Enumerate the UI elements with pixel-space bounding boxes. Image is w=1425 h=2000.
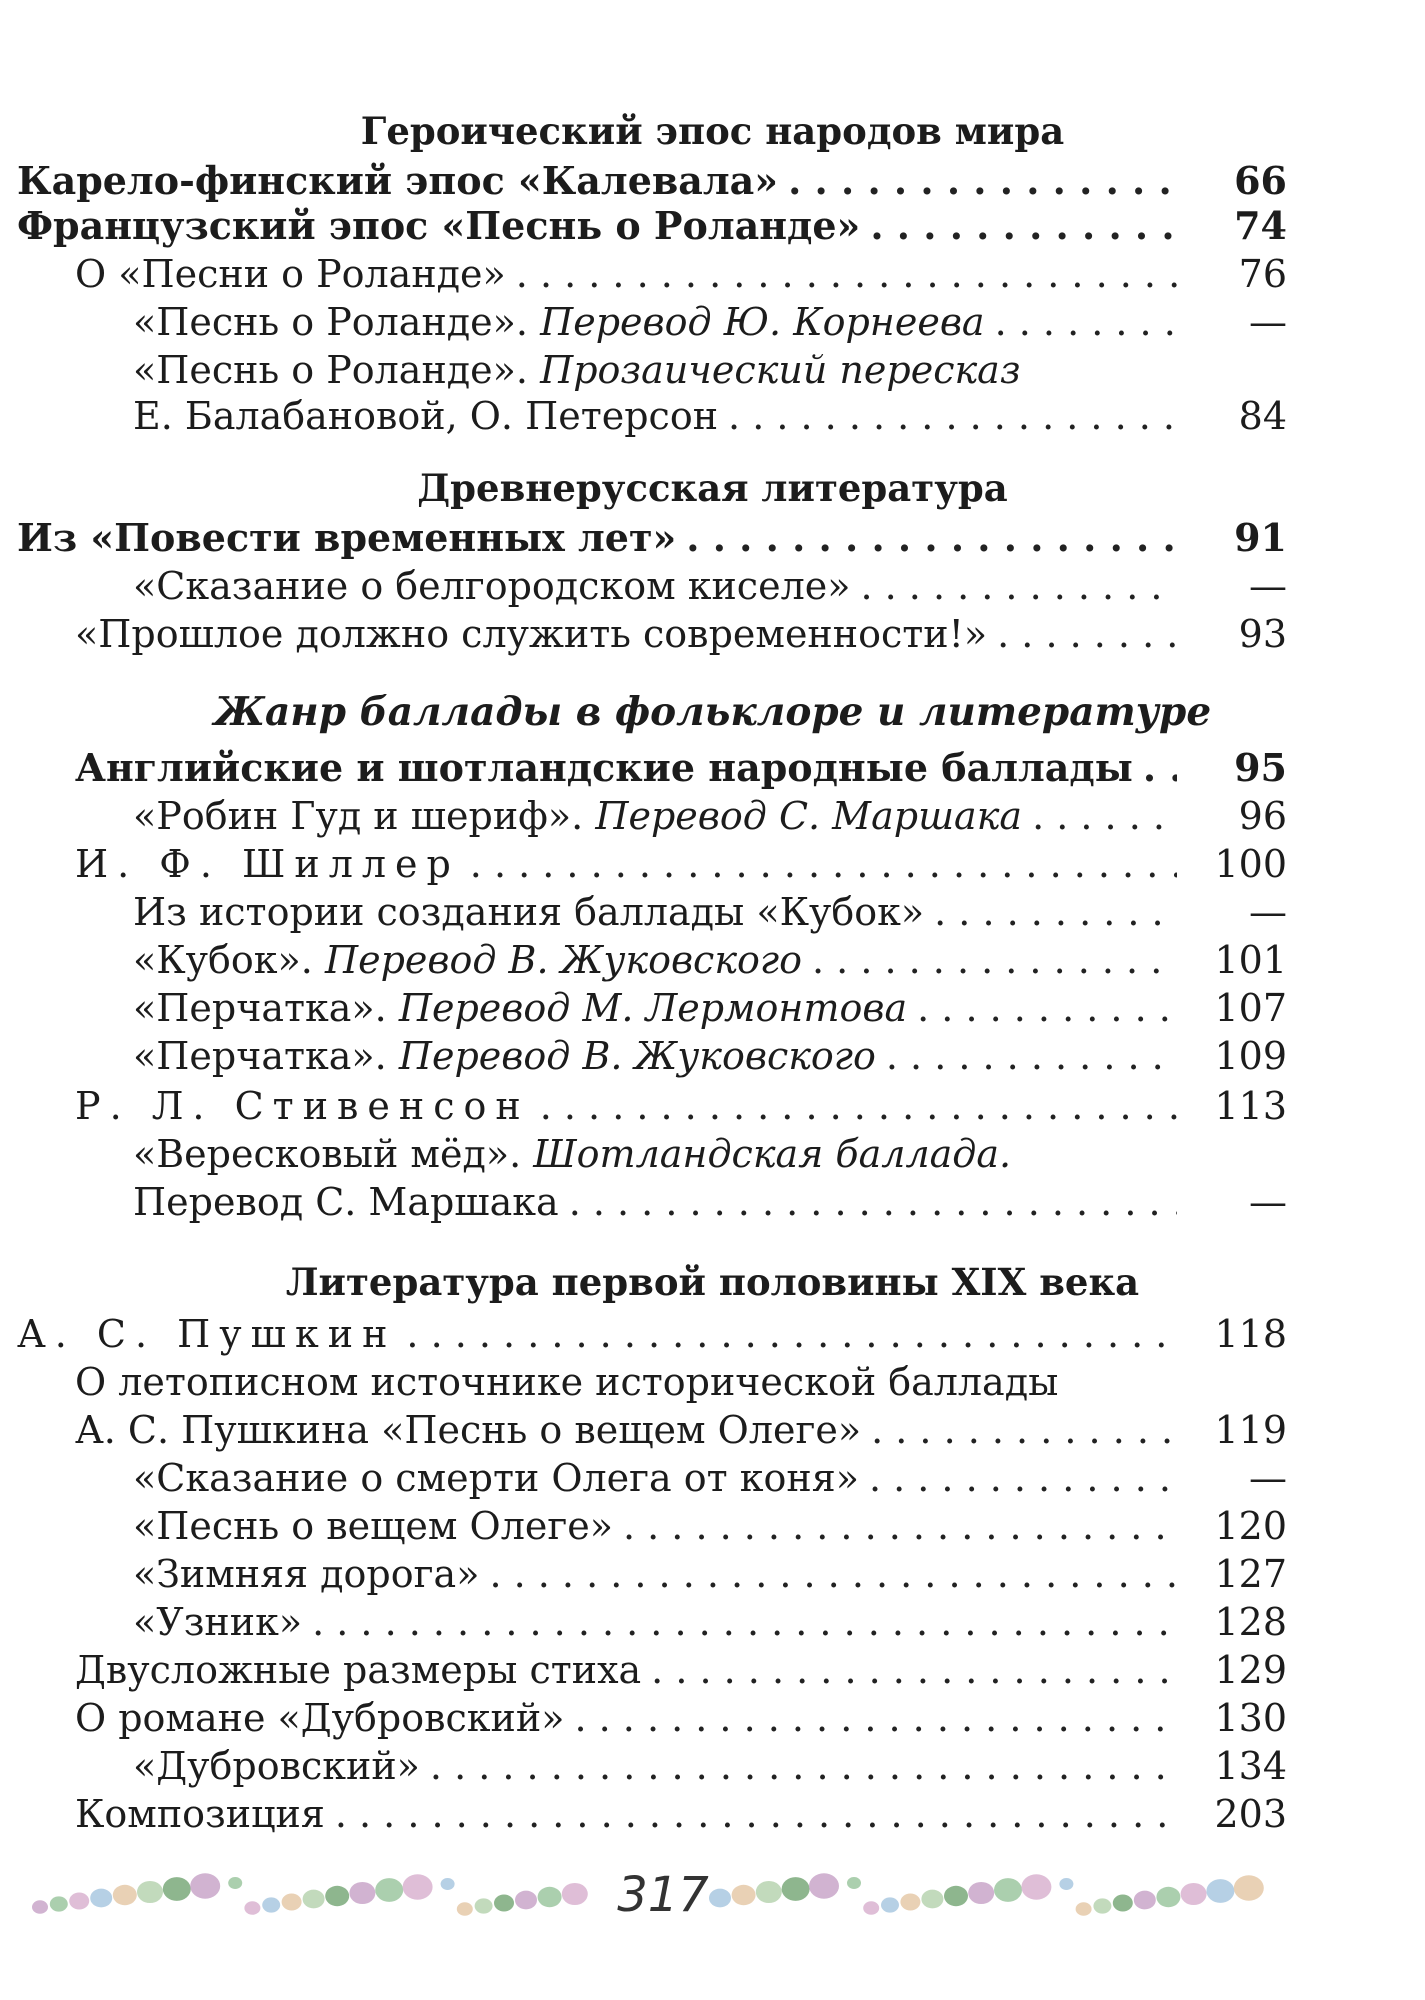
dot-leader — [812, 936, 1177, 984]
decorative-dot — [90, 1889, 112, 1908]
dot-leader — [1032, 792, 1177, 840]
decorative-dot — [1076, 1902, 1092, 1916]
decorative-dot — [1206, 1879, 1234, 1903]
dot-leader — [312, 1598, 1177, 1646]
entry-title: «Кубок». — [133, 938, 313, 982]
entry-page: 76 — [1238, 252, 1287, 296]
toc-entry[interactable] — [0, 1406, 1425, 1454]
decorative-dot — [562, 1883, 588, 1905]
entry-page: 113 — [1214, 1084, 1287, 1128]
toc-entry[interactable] — [0, 1082, 1425, 1130]
toc-entry[interactable] — [0, 346, 1425, 394]
toc-entry[interactable] — [0, 1742, 1425, 1790]
decorative-dot — [325, 1886, 349, 1906]
toc-entry[interactable] — [0, 888, 1425, 936]
decorative-dot — [1059, 1878, 1073, 1890]
toc-entry[interactable] — [0, 1790, 1425, 1838]
page-footer — [0, 1860, 1425, 1960]
dot-leader — [788, 157, 1177, 205]
decorative-dot — [50, 1896, 68, 1911]
entry-page: 95 — [1234, 745, 1287, 790]
toc-entry[interactable] — [0, 1454, 1425, 1502]
decorative-dot — [282, 1894, 302, 1911]
entry-page: 84 — [1238, 394, 1287, 438]
decorative-dot — [32, 1900, 48, 1914]
entry-page: 118 — [1214, 1312, 1287, 1356]
toc-entry[interactable] — [0, 1502, 1425, 1550]
dot-leader — [569, 1178, 1177, 1226]
entry-page: 107 — [1214, 986, 1287, 1030]
section-heading: Жанр баллады в фольклоре и литературе — [213, 689, 1212, 735]
dot-leader — [470, 840, 1177, 888]
entry-title-italic: Е. Балабановой, О. Петерсон — [133, 394, 719, 438]
decorative-dot — [881, 1897, 899, 1912]
entry-title: «Песнь о Роланде». — [133, 300, 528, 344]
decorative-dot — [262, 1897, 280, 1912]
decorative-dot — [494, 1895, 514, 1912]
entry-title: А. С. Пушкин — [17, 1312, 397, 1356]
entry-page: 127 — [1214, 1552, 1287, 1596]
decorative-dot — [441, 1878, 455, 1890]
entry-title-italic: Перевод С. Маршака — [133, 1180, 559, 1224]
entry-title-italic: Прозаический пересказ — [540, 348, 1021, 392]
dot-leader — [871, 1406, 1177, 1454]
entry-page: 96 — [1238, 794, 1287, 838]
toc-entry[interactable] — [0, 1358, 1425, 1406]
entry-page: 109 — [1214, 1034, 1287, 1078]
decorative-dot — [538, 1887, 562, 1907]
decorative-dot — [1181, 1883, 1207, 1905]
entry-title: Французский эпос «Песнь о Роланде» — [17, 203, 861, 248]
decorative-dot — [375, 1878, 403, 1902]
decorative-dot — [1234, 1875, 1264, 1901]
dot-leader — [623, 1502, 1177, 1550]
entry-title: Карело-финский эпос «Калевала» — [17, 158, 779, 203]
entry-title: «Узник» — [133, 1600, 303, 1644]
entry-title: «Сказание о белгородском киселе» — [133, 564, 851, 608]
entry-page: 101 — [1214, 938, 1287, 982]
dot-leader — [516, 250, 1177, 298]
decorative-dot — [1134, 1891, 1156, 1910]
toc-entry[interactable] — [0, 840, 1425, 888]
entry-page: 100 — [1214, 842, 1287, 886]
entry-title: «Зимняя дорога» — [133, 1552, 480, 1596]
decorative-dot — [782, 1877, 810, 1901]
toc-entry[interactable] — [0, 1032, 1425, 1080]
toc-entry[interactable] — [0, 1646, 1425, 1694]
dot-leader — [728, 392, 1177, 440]
decorative-dot — [228, 1877, 242, 1889]
entry-page: — — [1249, 1456, 1287, 1500]
decorative-dot — [457, 1902, 473, 1916]
decorative-dot — [944, 1886, 968, 1906]
entry-title: О летописном источнике исторической баллады — [75, 1360, 1059, 1404]
toc-entry[interactable] — [0, 298, 1425, 346]
decorative-dot — [515, 1891, 537, 1910]
entry-title: «Дубровский» — [133, 1744, 420, 1788]
entry-page: 130 — [1214, 1696, 1287, 1740]
decorative-dot — [475, 1898, 493, 1913]
decorative-dot — [994, 1878, 1022, 1902]
dot-leader — [406, 1310, 1177, 1358]
decorative-dot — [113, 1885, 137, 1905]
toc-entry[interactable] — [0, 936, 1425, 984]
entry-page: 134 — [1214, 1744, 1287, 1788]
toc-entry[interactable] — [0, 1694, 1425, 1742]
entry-title-italic: Перевод В. Жуковского — [324, 938, 802, 982]
dot-leader — [997, 610, 1177, 658]
decorative-dot — [968, 1882, 994, 1904]
entry-page: — — [1249, 890, 1287, 934]
entry-title: «Перчатка». — [133, 1034, 387, 1078]
toc-entry[interactable] — [0, 792, 1425, 840]
decorative-dot — [732, 1885, 756, 1905]
entry-title: «Вересковый мёд». — [133, 1132, 522, 1176]
entry-title-italic: Перевод С. Маршака — [595, 794, 1023, 838]
entry-page: 91 — [1234, 515, 1287, 560]
toc-entry[interactable] — [0, 392, 1425, 440]
toc-entry[interactable] — [0, 1550, 1425, 1598]
dot-leader — [869, 1454, 1177, 1502]
decorative-dot — [847, 1877, 861, 1889]
decorative-dot — [403, 1874, 433, 1900]
decorative-dot — [1093, 1898, 1111, 1913]
entry-title: «Прошлое должно служить современности!» — [75, 612, 988, 656]
decorative-dot — [1113, 1895, 1133, 1912]
decorative-dot — [921, 1890, 943, 1909]
entry-page: 119 — [1214, 1408, 1287, 1452]
entry-page: — — [1249, 564, 1287, 608]
entry-title-italic: Перевод Ю. Корнеева — [540, 300, 985, 344]
dot-leader — [860, 562, 1177, 610]
entry-title: О романе «Дубровский» — [75, 1696, 565, 1740]
entry-page: 203 — [1214, 1792, 1287, 1836]
dot-leader — [540, 1082, 1177, 1130]
toc-entry[interactable] — [0, 1310, 1425, 1358]
entry-title: А. С. Пушкина «Песнь о вещем Олеге» — [75, 1408, 862, 1452]
toc-entry[interactable] — [0, 984, 1425, 1032]
entry-title: Английские и шотландские народные баллады — [75, 745, 1133, 790]
decorative-dot — [756, 1881, 782, 1903]
entry-title: Р. Л. Стивенсон — [75, 1084, 530, 1128]
entry-page: 66 — [1234, 158, 1287, 203]
entry-page: 128 — [1214, 1600, 1287, 1644]
decorative-dot — [69, 1893, 89, 1910]
entry-page: — — [1249, 300, 1287, 344]
decorative-dot — [900, 1894, 920, 1911]
dot-leader — [917, 984, 1177, 1032]
toc-entry[interactable] — [0, 1178, 1425, 1226]
entry-title: «Песнь о вещем Олеге» — [133, 1504, 613, 1548]
dot-leader — [651, 1646, 1177, 1694]
entry-title-italic: Шотландская баллада. — [533, 1132, 1012, 1176]
toc-entry[interactable] — [0, 250, 1425, 298]
toc-entry[interactable] — [0, 1130, 1425, 1178]
toc-entry[interactable] — [0, 514, 1425, 562]
entry-title-italic: Перевод М. Лермонтова — [398, 986, 908, 1030]
toc-entry[interactable] — [0, 610, 1425, 658]
entry-title: «Перчатка». — [133, 986, 387, 1030]
toc-entry[interactable] — [0, 202, 1425, 250]
decorative-dot — [1021, 1874, 1051, 1900]
decorative-dot — [809, 1873, 839, 1899]
entry-title: Композиция — [75, 1792, 325, 1836]
decorative-dot — [137, 1881, 163, 1903]
section-heading: Литература первой половины XIX века — [285, 1260, 1140, 1304]
entry-title: И. Ф. Шиллер — [75, 842, 460, 886]
section-heading: Героический эпос народов мира — [360, 109, 1065, 153]
dot-leader — [430, 1742, 1177, 1790]
entry-title: Двусложные размеры стиха — [75, 1648, 642, 1692]
decorative-dot — [163, 1877, 191, 1901]
decorative-dot — [303, 1890, 325, 1909]
dot-leader — [934, 888, 1177, 936]
entry-title: Из истории создания баллады «Кубок» — [133, 890, 925, 934]
dot-leader — [335, 1790, 1177, 1838]
decorative-dot — [190, 1873, 220, 1899]
decorative-dot — [1156, 1887, 1180, 1907]
entry-page: 74 — [1234, 203, 1287, 248]
entry-title-italic: Перевод В. Жуковского — [398, 1034, 876, 1078]
decorative-dot — [863, 1901, 879, 1915]
decorative-dot — [349, 1882, 375, 1904]
entry-title: О «Песни о Роланде» — [75, 252, 506, 296]
entry-page: 120 — [1214, 1504, 1287, 1548]
toc-entry[interactable] — [0, 157, 1425, 205]
dot-leader — [995, 298, 1177, 346]
entry-title: «Робин Гуд и шериф». — [133, 794, 584, 838]
section-heading: Древнерусская литература — [417, 466, 1008, 510]
entry-page: 129 — [1214, 1648, 1287, 1692]
page-number: 317 — [617, 1867, 709, 1923]
decorative-dot — [244, 1901, 260, 1915]
dot-leader — [886, 1032, 1177, 1080]
entry-title: Из «Повести временных лет» — [17, 515, 677, 560]
toc-entry[interactable] — [0, 562, 1425, 610]
entry-page: 93 — [1238, 612, 1287, 656]
dot-leader — [870, 202, 1177, 250]
entry-page: — — [1249, 1180, 1287, 1224]
toc-entry[interactable] — [0, 744, 1425, 792]
entry-title: «Песнь о Роланде». — [133, 348, 528, 392]
entry-title: «Сказание о смерти Олега от коня» — [133, 1456, 859, 1500]
dot-leader — [489, 1550, 1177, 1598]
toc-entry[interactable] — [0, 1598, 1425, 1646]
dot-leader — [574, 1694, 1177, 1742]
dot-leader — [686, 514, 1177, 562]
